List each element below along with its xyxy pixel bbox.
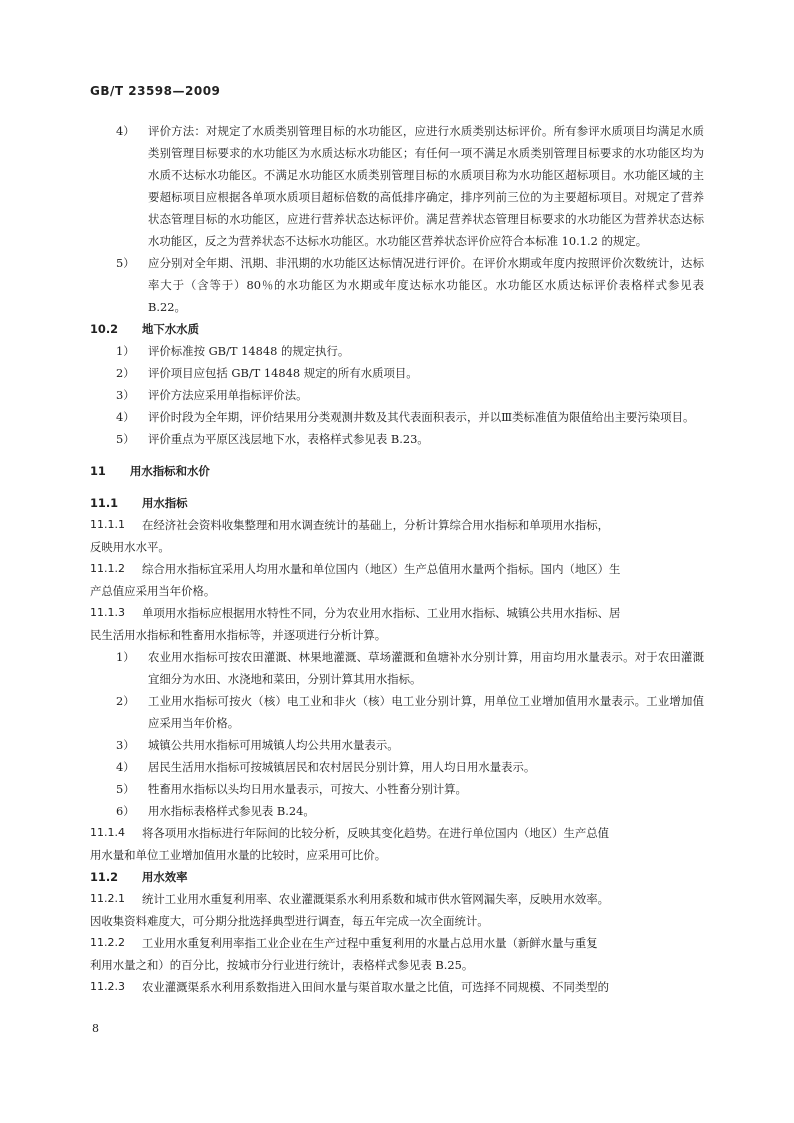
- clause-number: 11.1.4: [90, 826, 125, 839]
- list-item: [90, 362, 704, 384]
- clause-number: 11.2.1: [90, 892, 125, 905]
- item-number: 2）: [116, 694, 135, 708]
- item-number: 5）: [116, 782, 135, 796]
- item-text: 应分别对全年期、汛期、非汛期的水功能区达标情况进行评价。在评价水期或年度内按照评价次数统计，达标率大于（含等于）80％的水功能区为水期或年度达标水功能区。水功能区水质达标评价表格样式参见表 B.22。: [148, 256, 704, 314]
- clause-number: 11.1.2: [90, 562, 125, 575]
- clause-number: 11.1.1: [90, 518, 125, 531]
- clause-11-1-2: [90, 558, 704, 580]
- item-number: 5）: [116, 256, 135, 270]
- item-text: 城镇公共用水指标可用城镇人均公共用水量表示。: [148, 738, 399, 752]
- section-heading-11-2: [90, 866, 704, 888]
- list-item: [90, 646, 704, 690]
- list-item: [90, 756, 704, 778]
- chapter-number: 11: [90, 464, 106, 478]
- item-text: 评价标准按 GB/T 14848 的规定执行。: [148, 344, 350, 358]
- item-text: 评价方法：对规定了水质类别管理目标的水功能区，应进行水质类别达标评价。所有参评水质项目均满足水质类别管理目标要求的水功能区为水质达标水功能区；有任何一项不满足水质类别管理目标要求的水功能区均为水质不达标水功能区。不满足水功能区水质类别管理目标的水质项目称为水功能区超标项目。水功能区域的主要超标项目应根据各单项水质项目超标倍数的高低排序确定，排序列前三位的为主要超标项目。对规定了营养状态管理目标的水功能区，应进行营养状态达标评价。满足营养状态管理目标要求的水功能区为营养状态达标水功能区，反之为营养状态不达标水功能区。水功能区营养状态评价应符合本标准 10.1.2 的规定。: [148, 124, 704, 248]
- item-number: 4）: [116, 760, 135, 774]
- item-number: 6）: [116, 804, 135, 818]
- item-number: 3）: [116, 388, 135, 402]
- clause-continuation: 产总值应采用当年价格。: [90, 584, 216, 598]
- clause-11-2-2: [90, 932, 704, 954]
- clause-text: 在经济社会资料收集整理和用水调查统计的基础上，分析计算综合用水指标和单项用水指标，: [142, 518, 610, 532]
- clause-text: 将各项用水指标进行年际间的比较分析，反映其变化趋势。在进行单位国内（地区）生产总值: [142, 826, 610, 840]
- section-heading-10-2: [90, 318, 704, 340]
- clause-continuation: 反映用水水平。: [90, 540, 170, 554]
- clause-11-2-1: [90, 888, 704, 910]
- list-item: [90, 690, 704, 734]
- clause-number: 11.2.3: [90, 980, 125, 993]
- section-title: 用水效率: [142, 870, 188, 884]
- list-item: [90, 734, 704, 756]
- item-text: 用水指标表格样式参见表 B.24。: [148, 804, 315, 818]
- item-text: 评价时段为全年期，评价结果用分类观测井数及其代表面积表示，并以Ⅲ类标准值为限值给出主要污染项目。: [148, 410, 695, 424]
- section-number: 10.2: [90, 322, 119, 336]
- item-text: 评价重点为平原区浅层地下水，表格样式参见表 B.23。: [148, 432, 429, 446]
- clause-11-1-4: [90, 822, 704, 844]
- item-number: 3）: [116, 738, 135, 752]
- chapter-heading-11: [90, 460, 704, 482]
- list-item: [90, 120, 704, 252]
- clause-text: 综合用水指标宜采用人均用水量和单位国内（地区）生产总值用水量两个指标。国内（地区）生: [142, 562, 621, 576]
- section-title: 地下水水质: [142, 322, 199, 336]
- standard-code: GB/T 23598—2009: [90, 84, 221, 98]
- list-item: [90, 428, 704, 450]
- section-number: 11.1: [90, 496, 119, 510]
- item-text: 评价项目应包括 GB/T 14848 规定的所有水质项目。: [148, 366, 418, 380]
- clause-text: 农业灌溉渠系水利用系数指进入田间水量与渠首取水量之比值，可选择不同规模、不同类型的: [142, 980, 610, 994]
- clause-continuation: 用水量和单位工业增加值用水量的比较时，应采用可比价。: [90, 848, 387, 862]
- item-number: 1）: [116, 344, 135, 358]
- item-text: 牲畜用水指标以头均日用水量表示，可按大、小牲畜分别计算。: [148, 782, 467, 796]
- clause-text: 工业用水重复利用率指工业企业在生产过程中重复利用的水量占总用水量（新鲜水量与重复: [142, 936, 598, 950]
- clause-text: 单项用水指标应根据用水特性不同，分为农业用水指标、工业用水指标、城镇公共用水指标、居: [142, 606, 621, 620]
- page-body: [90, 120, 704, 998]
- page-number: 8: [92, 1022, 99, 1035]
- list-item: [90, 384, 704, 406]
- section-heading-11-1: [90, 492, 704, 514]
- item-text: 农业用水指标可按农田灌溉、林果地灌溉、草场灌溉和鱼塘补水分别计算，用亩均用水量表示。对于农田灌溉宜细分为水田、水浇地和菜田，分别计算其用水指标。: [148, 650, 704, 686]
- clause-continuation: 民生活用水指标和牲畜用水指标等，并逐项进行分析计算。: [90, 628, 387, 642]
- clause-11-2-3: [90, 976, 704, 998]
- list-item: [90, 340, 704, 362]
- list-item: [90, 406, 704, 428]
- item-number: 1）: [116, 650, 135, 664]
- item-text: 工业用水指标可按火（核）电工业和非火（核）电工业分别计算，用单位工业增加值用水量表示。工业增加值应采用当年价格。: [148, 694, 704, 730]
- clause-number: 11.2.2: [90, 936, 125, 949]
- chapter-title: 用水指标和水价: [130, 464, 210, 478]
- list-item: [90, 252, 704, 318]
- section-title: 用水指标: [142, 496, 188, 510]
- clause-continuation: 因收集资料难度大，可分期分批选择典型进行调查，每五年完成一次全面统计。: [90, 914, 489, 928]
- item-number: 4）: [116, 124, 135, 138]
- clause-text: 统计工业用水重复利用率、农业灌溉渠系水利用系数和城市供水管网漏失率，反映用水效率。: [142, 892, 610, 906]
- clause-continuation: 利用水量之和）的百分比，按城市分行业进行统计，表格样式参见表 B.25。: [90, 958, 474, 972]
- item-number: 4）: [116, 410, 135, 424]
- clause-number: 11.1.3: [90, 606, 125, 619]
- list-item: [90, 778, 704, 800]
- item-text: 评价方法应采用单指标评价法。: [148, 388, 308, 402]
- item-text: 居民生活用水指标可按城镇居民和农村居民分别计算，用人均日用水量表示。: [148, 760, 536, 774]
- section-number: 11.2: [90, 870, 119, 884]
- clause-11-1-3: [90, 602, 704, 624]
- clause-11-1-1: [90, 514, 704, 536]
- list-item: [90, 800, 704, 822]
- item-number: 2）: [116, 366, 135, 380]
- item-number: 5）: [116, 432, 135, 446]
